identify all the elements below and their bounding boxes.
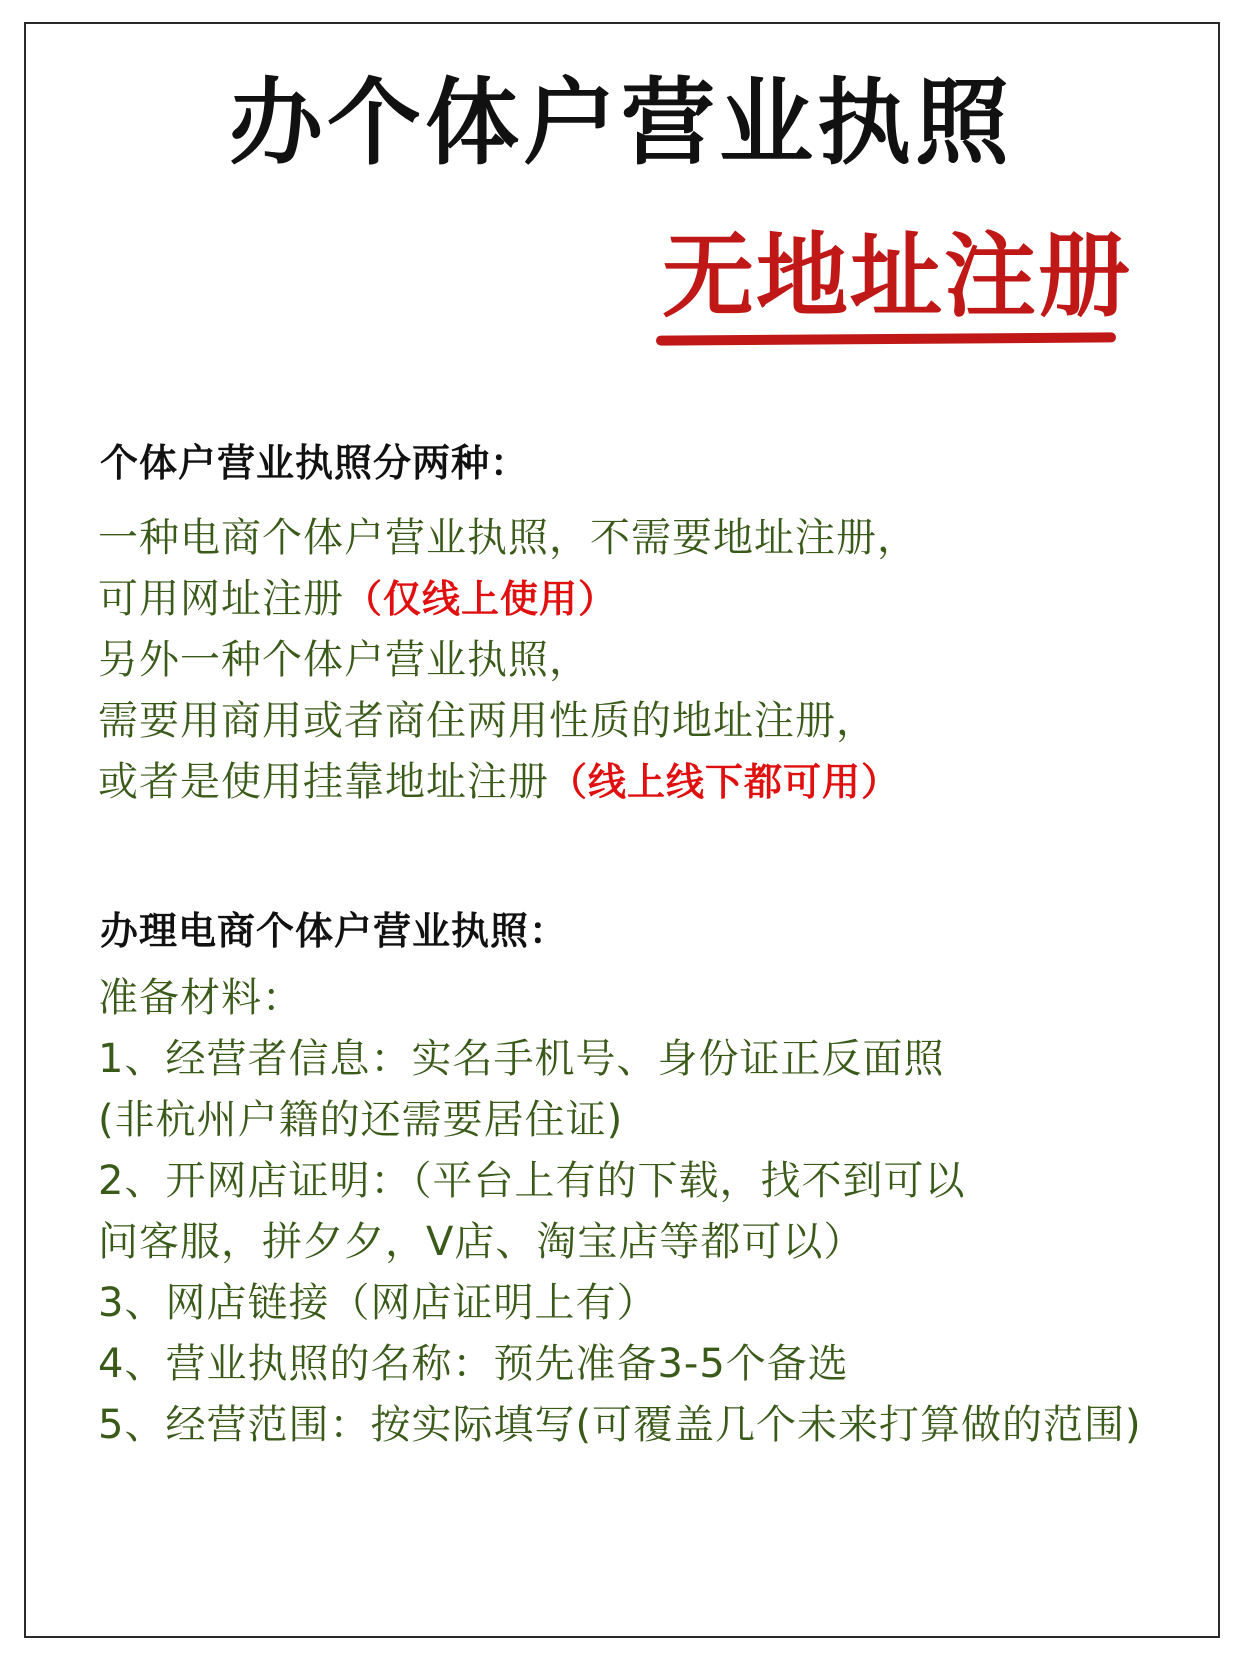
section-heading-types: 个体户营业执照分两种： bbox=[100, 441, 530, 485]
list-item: 3、网店链接（网店证明上有） bbox=[98, 1280, 658, 1326]
types-line-3-text: 另外一种个体户营业执照， bbox=[98, 637, 590, 683]
types-line-5 bbox=[98, 752, 918, 813]
list-item: 4、营业执照的名称：预先准备3-5个备选 bbox=[98, 1341, 849, 1387]
subtitle-block bbox=[662, 223, 1133, 330]
list-item: 2、开网店证明：（平台上有的下载，找不到可以 bbox=[98, 1158, 966, 1204]
list-item: 1、经营者信息：实名手机号、身份证正反面照 bbox=[98, 1036, 945, 1082]
page-subtitle: 无地址注册 bbox=[662, 223, 1133, 330]
types-line-5-text: 或者是使用挂靠地址注册 bbox=[98, 759, 549, 805]
online-only-note: （仅线上使用） bbox=[344, 577, 618, 621]
types-line-1-text: 一种电商个体户营业执照，不需要地址注册， bbox=[98, 515, 918, 561]
types-line-2 bbox=[98, 569, 918, 630]
types-line-2-text: 可用网址注册 bbox=[98, 576, 344, 622]
materials-list bbox=[98, 968, 1222, 1456]
section-types-body bbox=[98, 508, 918, 813]
types-line-3 bbox=[98, 630, 918, 691]
online-offline-note: （线上线下都可用） bbox=[549, 760, 901, 804]
list-item: (非杭州户籍的还需要居住证) bbox=[98, 1097, 624, 1143]
list-item: 准备材料： bbox=[98, 975, 303, 1021]
types-line-4 bbox=[98, 691, 918, 752]
page-title: 办个体户营业执照 bbox=[228, 69, 1013, 178]
types-line-4-text: 需要用商用或者商住两用性质的地址注册， bbox=[98, 698, 877, 744]
list-item: 5、经营范围：按实际填写(可覆盖几个未来打算做的范围) bbox=[98, 1402, 1142, 1448]
list-item: 问客服，拼夕夕，V店、淘宝店等都可以） bbox=[98, 1219, 865, 1265]
types-line-1 bbox=[98, 508, 918, 569]
section-heading-ecommerce: 办理电商个体户营业执照： bbox=[100, 909, 569, 953]
